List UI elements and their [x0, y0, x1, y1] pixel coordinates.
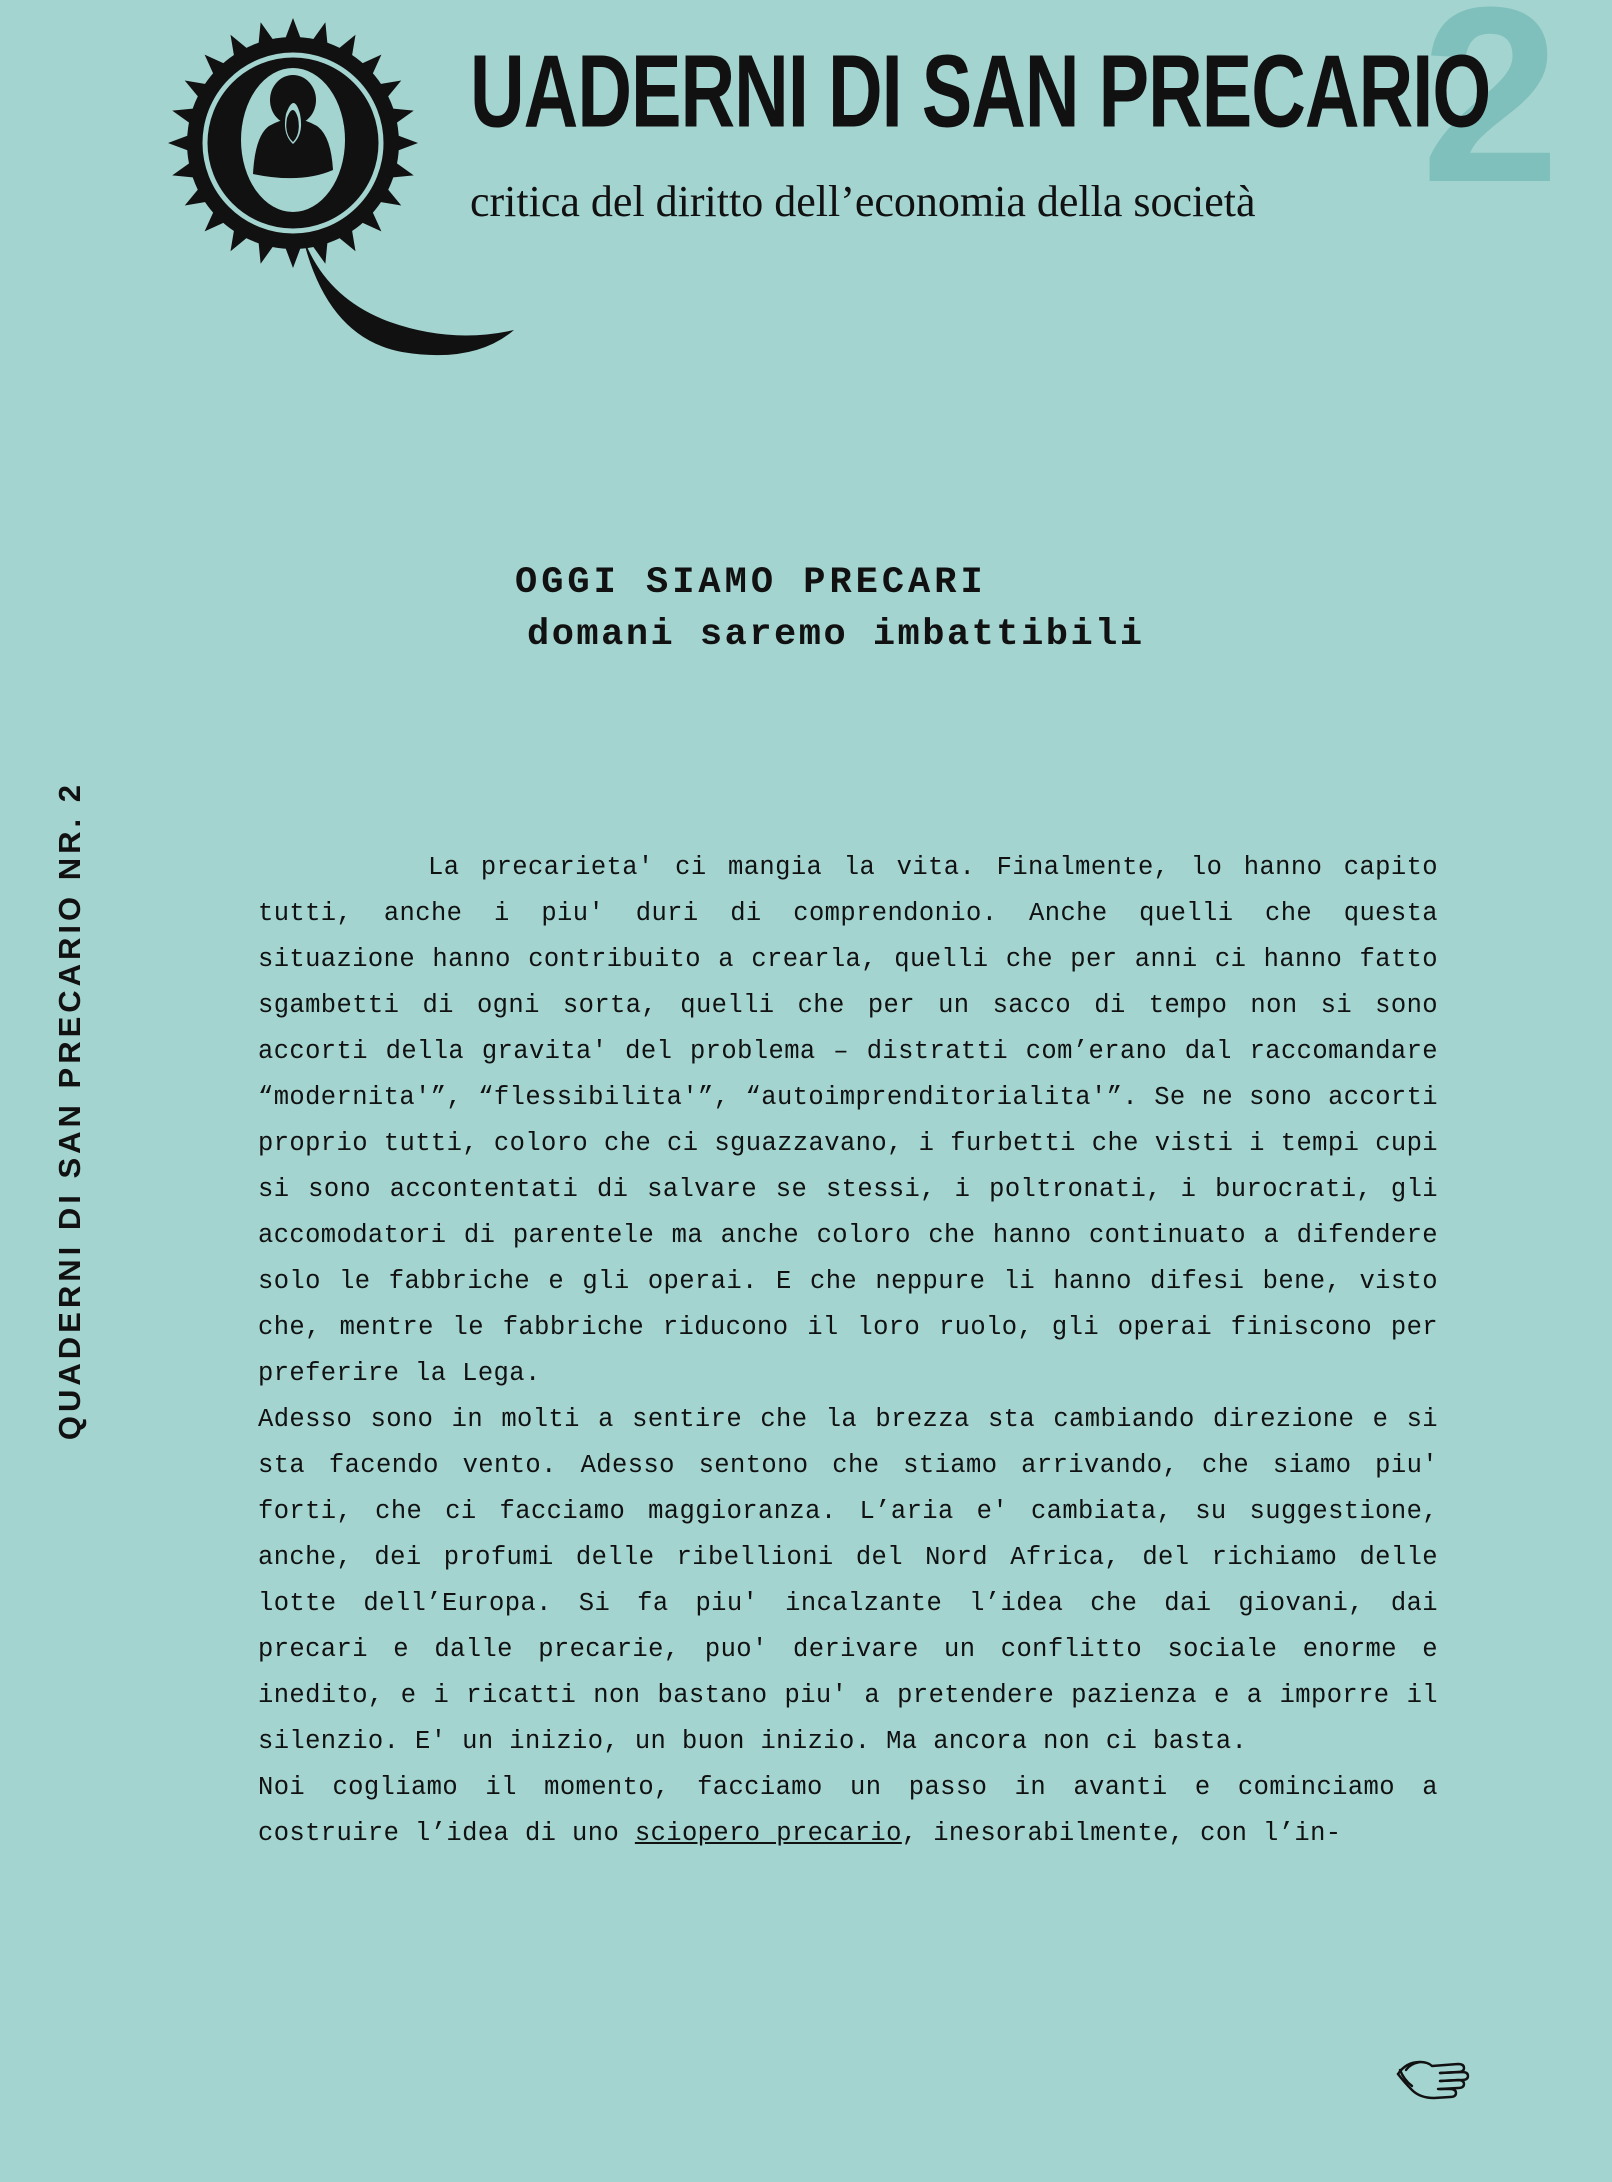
headline-line-1: OGGI SIAMO PRECARI — [515, 562, 987, 604]
headline-line-2: domani saremo imbattibili — [527, 614, 1145, 657]
paragraph-text-before: Noi cogliamo il momento, facciamo un passo in avanti e cominciamo a costruire l’idea di uno — [258, 1773, 1438, 1848]
title-block — [470, 32, 1510, 227]
masthead — [0, 0, 1612, 400]
q-tail-icon — [296, 228, 526, 358]
headline — [515, 560, 1145, 659]
paragraph-last — [258, 1765, 1438, 1857]
article-body — [258, 845, 1438, 1857]
paragraph: La precarieta' ci mangia la vita. Finalmente, lo hanno capito tutti, anche i piu' duri di comprendonio. Anche quelli che questa situazione hanno contribuito a crearla, quelli che per anni ci hanno fatto sgambetti di ogni sorta, quelli che per un sacco di tempo non si sono accorti della gravita' del problema – distratti com’erano dal raccomandare “modernita'”, “flessibilita'”, “autoimprenditorialita'”. Se ne sono accorti proprio tutti, coloro che ci sguazzavano, i furbetti che visti i tempi cupi si sono accontentati di salvare se stessi, i poltronati, i burocrati, gli accomodatori di parentele ma anche coloro che hanno continuato a difendere solo le fabbriche e gli operai. E che neppure li hanno difesi bene, visto che, mentre le fabbriche riducono il loro ruolo, gli operai finiscono per preferire la Lega. — [258, 853, 1438, 1388]
sciopero-precario-link[interactable]: sciopero precario — [634, 1819, 902, 1848]
pointing-hand-icon — [1394, 2044, 1484, 2104]
spine-label: QUADERNI DI SAN PRECARIO NR. 2 — [52, 780, 87, 1440]
logo — [168, 18, 428, 368]
paragraph: Adesso sono in molti a sentire che la brezza sta cambiando direzione e si sta facendo vento. Adesso sentono che stiamo arrivando, che siamo piu' forti, che ci facciamo maggioranza. L’aria e' cambiata, su suggestione, anche, dei profumi delle ribellioni del Nord Africa, del richiamo delle lotte dell’Europa. Si fa piu' incalzante l’idea che dai giovani, dai precari e dalle precarie, puo' derivare un conflitto sociale enorme e inedito, e i ricatti non bastano piu' a pretendere pazienza e a imporre il silenzio. E' un inizio, un buon inizio. Ma ancora non ci basta. — [258, 1405, 1438, 1756]
page-subtitle: critica del diritto dell’economia della società — [470, 177, 1256, 227]
page-title: UADERNI DI SAN PRECARIO — [470, 32, 1491, 149]
spine — [18, 720, 87, 1440]
paragraph-text-after: , inesorabilmente, con l’in- — [901, 1819, 1342, 1848]
issue-number-watermark: 2 — [1420, 0, 1552, 234]
